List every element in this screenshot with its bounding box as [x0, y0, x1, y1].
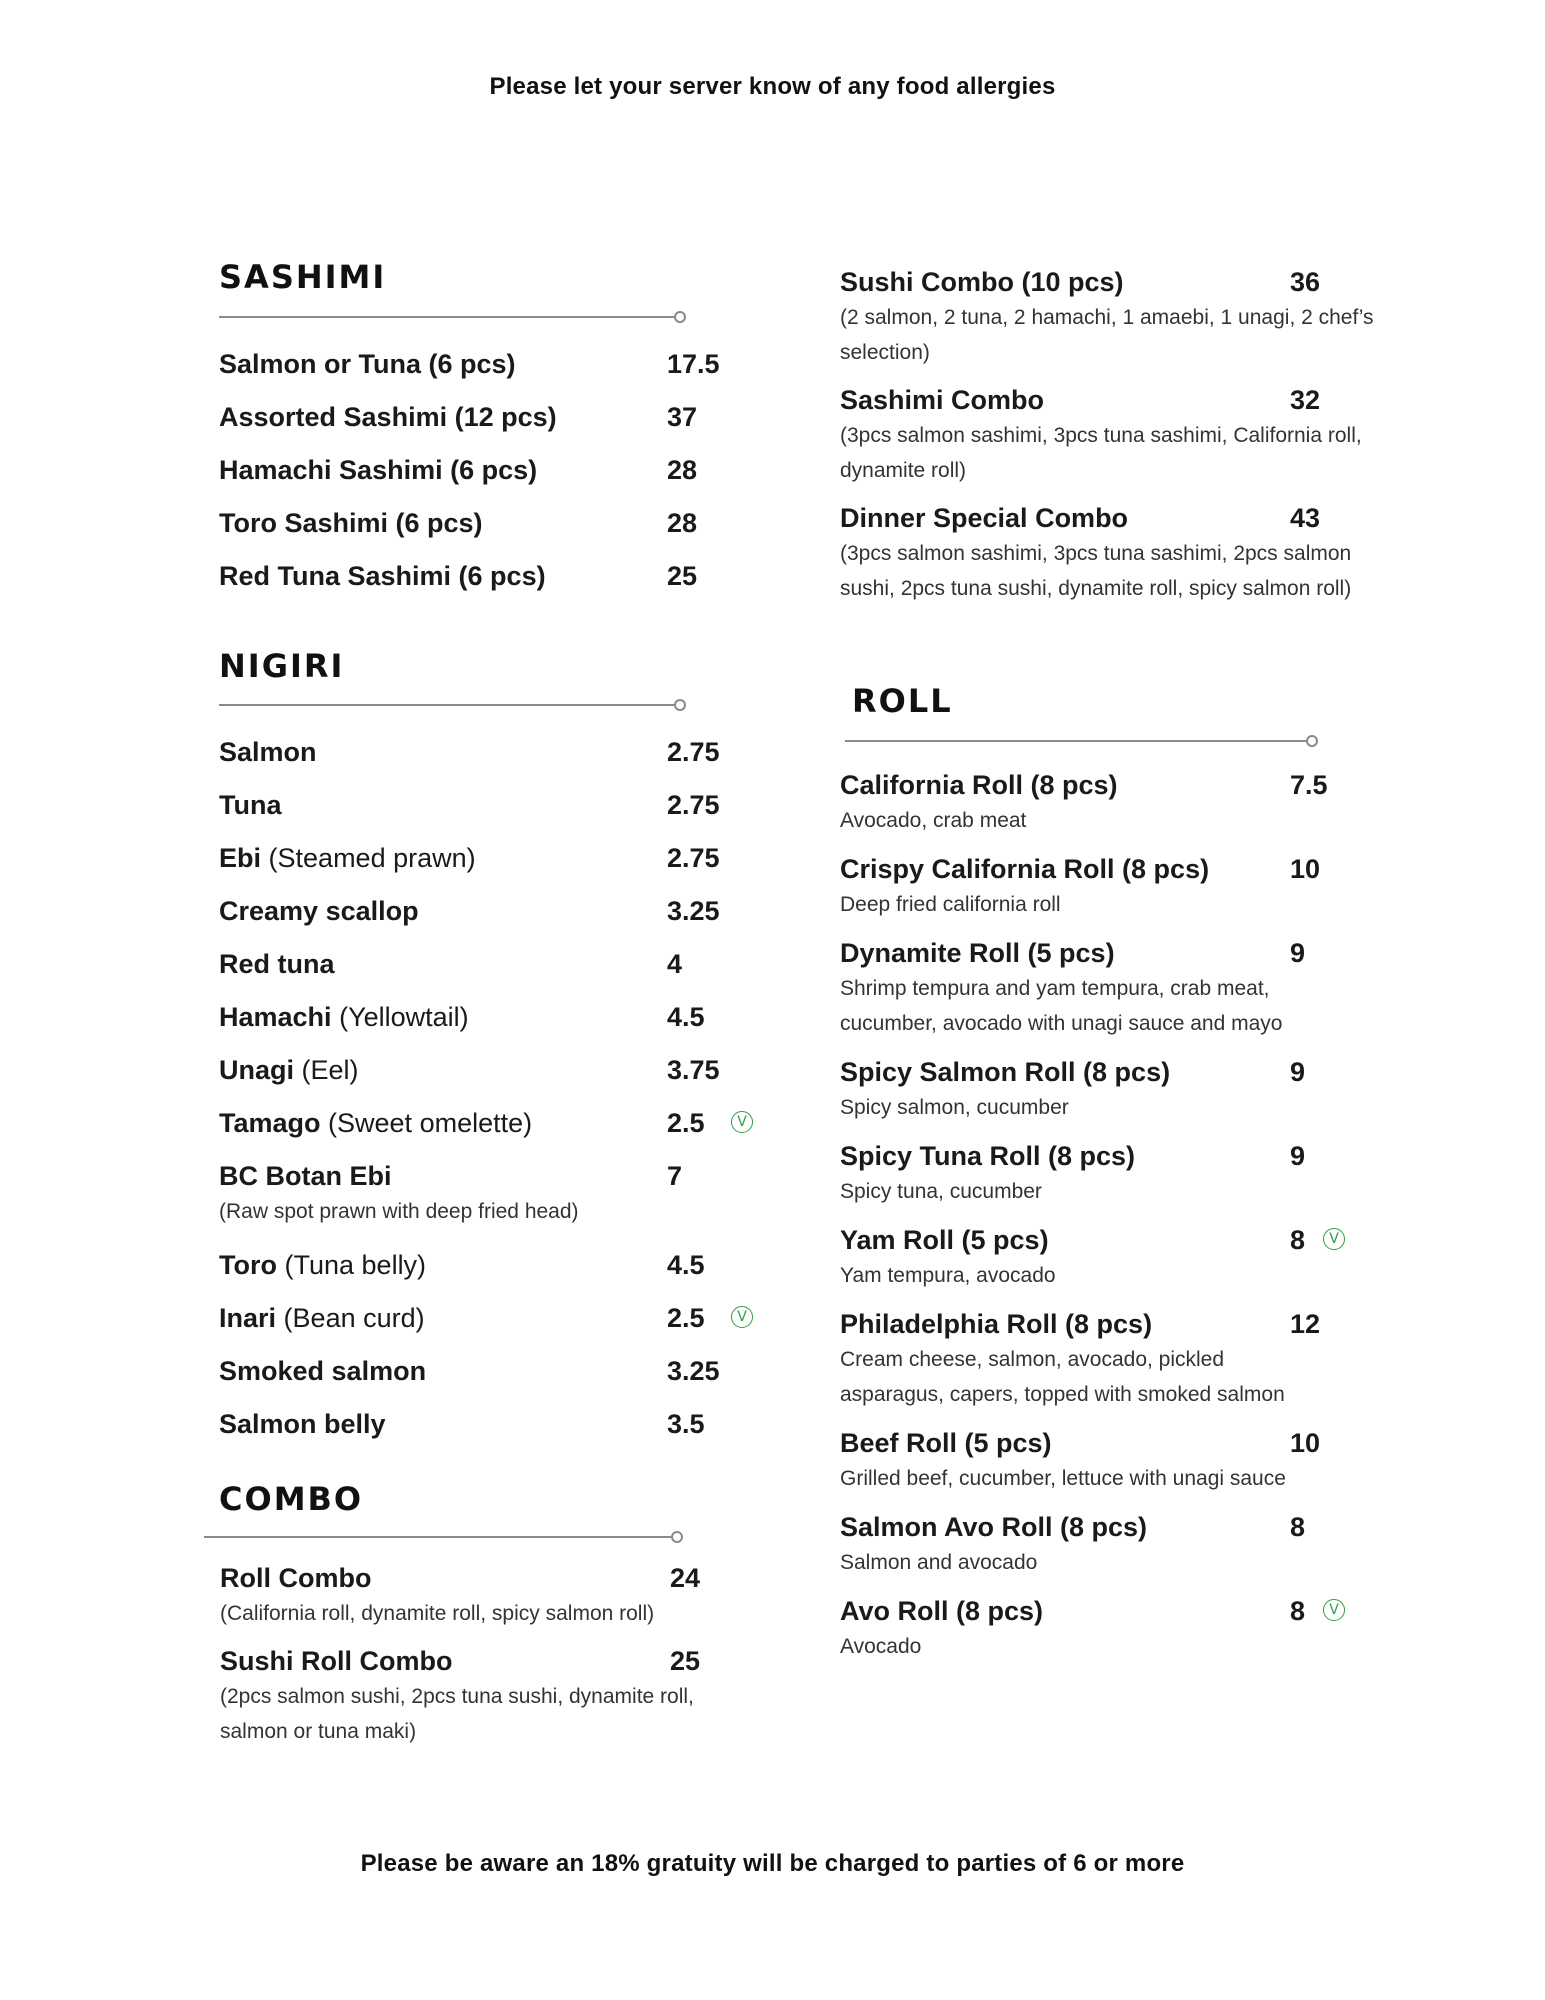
menu-item [840, 1307, 1400, 1412]
menu-item [219, 559, 779, 593]
item-subtitle: (Tuna belly) [284, 1250, 427, 1280]
menu-item [220, 1644, 780, 1749]
item-subtitle: (Eel) [301, 1055, 359, 1085]
item-price: 9 [1290, 1141, 1306, 1171]
menu-item [219, 400, 779, 434]
item-name: Red Tuna Sashimi (6 pcs) [219, 561, 546, 591]
nigiri-section-title: NIGIRI [219, 647, 345, 685]
menu-item [840, 768, 1400, 838]
item-description: (2pcs salmon sushi, 2pcs tuna sushi, dynamite roll, salmon or tuna maki) [220, 1685, 694, 1743]
item-price: 8 [1290, 1225, 1306, 1255]
item-name: Salmon [219, 737, 317, 767]
menu-item [840, 1055, 1400, 1125]
item-name: Beef Roll (5 pcs) [840, 1428, 1052, 1458]
item-description: Avocado [840, 1635, 922, 1658]
item-name: Dynamite Roll (5 pcs) [840, 938, 1115, 968]
item-name: Dinner Special Combo [840, 503, 1129, 533]
vegetarian-icon: V [1323, 1228, 1345, 1250]
menu-item [219, 347, 779, 381]
item-name: Spicy Tuna Roll (8 pcs) [840, 1141, 1136, 1171]
item-description: Grilled beef, cucumber, lettuce with unagi sauce [840, 1467, 1286, 1490]
sashimi-divider [219, 316, 679, 318]
menu-item [840, 1510, 1400, 1580]
item-name: Unagi (Eel) [219, 1055, 359, 1085]
menu-item [840, 852, 1400, 922]
vegetarian-icon: V [731, 1306, 753, 1328]
item-name: Ebi (Steamed prawn) [219, 843, 476, 873]
item-price: 3.25 [667, 1356, 720, 1386]
item-description: Salmon and avocado [840, 1551, 1038, 1574]
item-price: 43 [1290, 503, 1321, 533]
menu-item [219, 841, 779, 875]
vegetarian-icon: V [1323, 1599, 1345, 1621]
item-price: 4.5 [667, 1250, 705, 1280]
item-price: 10 [1290, 1428, 1321, 1458]
menu-item [220, 1561, 780, 1631]
item-name: Hamachi Sashimi (6 pcs) [219, 455, 538, 485]
menu-item [219, 788, 779, 822]
menu-item [219, 894, 779, 928]
menu-item [219, 1354, 779, 1388]
item-price: 10 [1290, 854, 1321, 884]
item-price: 9 [1290, 1057, 1306, 1087]
menu-item [219, 1248, 779, 1282]
item-name: Avo Roll (8 pcs) [840, 1596, 1044, 1626]
menu-item [219, 1301, 779, 1335]
item-price: 24 [670, 1563, 701, 1593]
item-price: 2.5 [667, 1108, 705, 1138]
item-price: 4.5 [667, 1002, 705, 1032]
gratuity-notice: Please be aware an 18% gratuity will be charged to parties of 6 or more [360, 1850, 1185, 1877]
item-price: 3.5 [667, 1409, 705, 1439]
menu-item [840, 501, 1400, 606]
item-description: (3pcs salmon sashimi, 3pcs tuna sashimi, California roll, dynamite roll) [840, 424, 1362, 482]
item-name: Sushi Roll Combo [220, 1646, 453, 1676]
item-name: California Roll (8 pcs) [840, 770, 1118, 800]
menu-item [840, 265, 1400, 370]
item-name: Hamachi (Yellowtail) [219, 1002, 469, 1032]
item-price: 12 [1290, 1309, 1321, 1339]
item-price: 36 [1290, 267, 1321, 297]
item-description: Deep fried california roll [840, 893, 1061, 916]
item-name: Salmon belly [219, 1409, 386, 1439]
item-name: Philadelphia Roll (8 pcs) [840, 1309, 1153, 1339]
item-description: (2 salmon, 2 tuna, 2 hamachi, 1 amaebi, 1 unagi, 2 chef’s selection) [840, 306, 1374, 364]
item-name: Creamy scallop [219, 896, 419, 926]
item-price: 32 [1290, 385, 1321, 415]
sashimi-section-title: SASHIMI [219, 258, 387, 296]
roll-list [840, 768, 1400, 1678]
menu-item [219, 1407, 779, 1441]
menu-item [219, 1106, 779, 1140]
item-description: (3pcs salmon sashimi, 3pcs tuna sashimi, 2pcs salmon sushi, 2pcs tuna sushi, dynamite roll, spicy salmon roll) [840, 542, 1352, 600]
combo-section-title: COMBO [219, 1480, 364, 1518]
item-description: (California roll, dynamite roll, spicy salmon roll) [220, 1602, 655, 1625]
item-price: 17.5 [667, 349, 720, 379]
combo-divider [204, 1536, 676, 1538]
item-name: Tuna [219, 790, 282, 820]
item-name: Crispy California Roll (8 pcs) [840, 854, 1210, 884]
item-description: Spicy salmon, cucumber [840, 1096, 1069, 1119]
item-price: 9 [1290, 938, 1306, 968]
menu-item [840, 1223, 1400, 1293]
item-name: Salmon or Tuna (6 pcs) [219, 349, 516, 379]
item-price: 8 [1290, 1512, 1306, 1542]
item-subtitle: (Steamed prawn) [268, 843, 476, 873]
item-price: 28 [667, 455, 698, 485]
menu-item [219, 1000, 779, 1034]
item-name: BC Botan Ebi [219, 1161, 392, 1191]
menu-item [219, 1159, 779, 1229]
item-subtitle: (Sweet omelette) [328, 1108, 533, 1138]
item-name: Red tuna [219, 949, 335, 979]
menu-item [219, 506, 779, 540]
item-price: 2.75 [667, 737, 720, 767]
item-price: 2.5 [667, 1303, 705, 1333]
item-name: Toro (Tuna belly) [219, 1250, 427, 1280]
menu-item [840, 383, 1400, 488]
item-price: 2.75 [667, 790, 720, 820]
menu-item [840, 1594, 1400, 1664]
roll-section-title: ROLL [852, 682, 953, 720]
right-combo-list [840, 265, 1400, 619]
item-description: (Raw spot prawn with deep fried head) [219, 1200, 579, 1223]
item-price: 7.5 [1290, 770, 1328, 800]
menu-item [840, 1426, 1400, 1496]
item-description: Spicy tuna, cucumber [840, 1180, 1042, 1203]
item-name: Roll Combo [220, 1563, 372, 1593]
item-subtitle: (Yellowtail) [339, 1002, 469, 1032]
allergy-notice: Please let your server know of any food allergies [489, 73, 1056, 100]
item-description: Avocado, crab meat [840, 809, 1027, 832]
roll-divider [845, 740, 1311, 742]
item-name: Sashimi Combo [840, 385, 1045, 415]
item-name: Toro Sashimi (6 pcs) [219, 508, 483, 538]
item-price: 8 [1290, 1596, 1306, 1626]
menu-item [840, 1139, 1400, 1209]
item-name: Sushi Combo (10 pcs) [840, 267, 1124, 297]
item-name: Tamago (Sweet omelette) [219, 1108, 533, 1138]
menu-item [219, 453, 779, 487]
item-price: 28 [667, 508, 698, 538]
item-name: Smoked salmon [219, 1356, 427, 1386]
menu-item [219, 947, 779, 981]
item-price: 7 [667, 1161, 683, 1191]
item-subtitle: (Bean curd) [283, 1303, 425, 1333]
menu-item [219, 1053, 779, 1087]
menu-item [840, 936, 1400, 1041]
item-name: Yam Roll (5 pcs) [840, 1225, 1049, 1255]
item-description: Yam tempura, avocado [840, 1264, 1056, 1287]
menu-item [219, 735, 779, 769]
item-price: 25 [670, 1646, 701, 1676]
item-price: 3.25 [667, 896, 720, 926]
item-price: 4 [667, 949, 683, 979]
sashimi-list [219, 347, 779, 612]
nigiri-list [219, 735, 779, 1460]
item-name: Assorted Sashimi (12 pcs) [219, 402, 557, 432]
nigiri-divider [219, 704, 679, 706]
item-price: 3.75 [667, 1055, 720, 1085]
vegetarian-icon: V [731, 1111, 753, 1133]
item-description: Shrimp tempura and yam tempura, crab meat, cucumber, avocado with unagi sauce and mayo [840, 977, 1283, 1035]
item-price: 2.75 [667, 843, 720, 873]
item-name: Spicy Salmon Roll (8 pcs) [840, 1057, 1171, 1087]
item-name: Salmon Avo Roll (8 pcs) [840, 1512, 1148, 1542]
item-description: Cream cheese, salmon, avocado, pickled asparagus, capers, topped with smoked salmon [840, 1348, 1285, 1406]
item-price: 25 [667, 561, 698, 591]
combo-list [220, 1561, 780, 1762]
item-name: Inari (Bean curd) [219, 1303, 425, 1333]
item-price: 37 [667, 402, 698, 432]
